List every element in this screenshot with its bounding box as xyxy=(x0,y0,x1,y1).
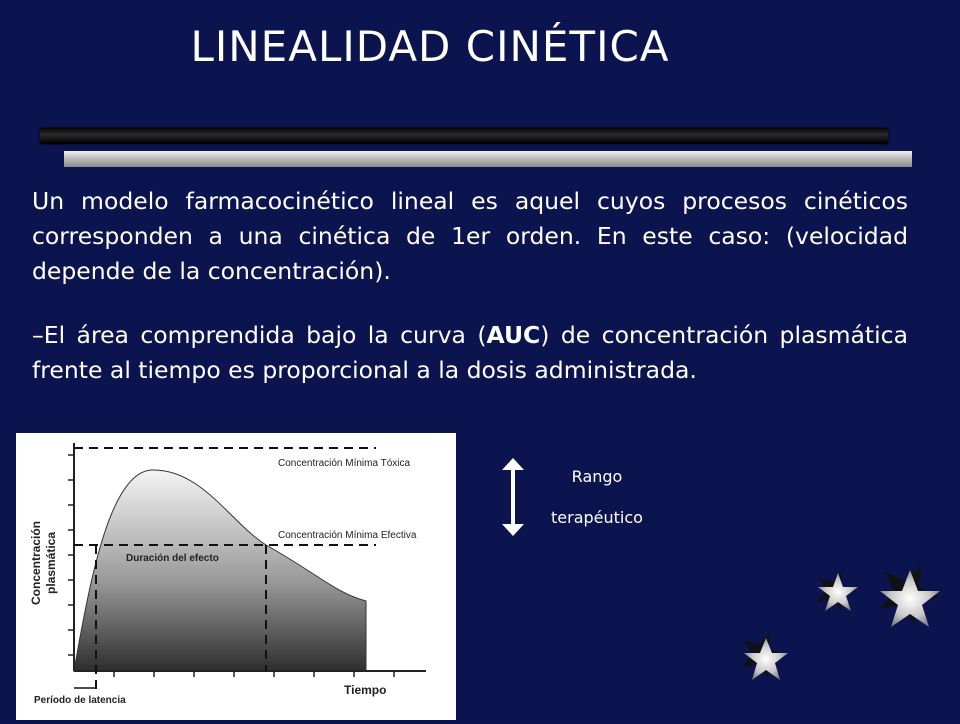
auc-area xyxy=(74,470,366,671)
x-axis-label: Tiempo xyxy=(344,683,387,697)
y-axis-label-line2: plasmática xyxy=(44,531,58,595)
concentration-time-figure xyxy=(16,433,456,720)
star-icon xyxy=(869,553,947,630)
range-label-line2: terapéutico xyxy=(551,508,643,527)
paragraph-auc-suffix: ) de concentración plasmática frente al tiempo es proporcional a la dosis administrada. xyxy=(32,321,908,384)
slide-title: LINEALIDAD CINÉTICA xyxy=(190,22,670,71)
concentration-time-diagram xyxy=(16,433,456,720)
decorative-bar-dark xyxy=(40,128,888,144)
star-icon xyxy=(734,626,790,681)
latency-label: Período de latencia xyxy=(34,695,126,706)
double-arrow-icon xyxy=(500,458,526,536)
toxic-label: Concentración Mínima Tóxica xyxy=(278,458,411,469)
y-axis-label-line1: Concentración xyxy=(29,520,43,606)
decorative-bar-light xyxy=(64,151,912,167)
star-icon xyxy=(810,564,861,613)
paragraph-linear-model: Un modelo farmacocinético lineal es aquel cuyos procesos cinéticos corresponden a una cinética de 1er orden. En este caso: (velocidad depende de la concentración). xyxy=(32,187,908,285)
effective-label: Concentración Mínima Efectiva xyxy=(278,530,417,541)
paragraph-auc-prefix: –El área comprendida bajo la curva ( xyxy=(32,321,487,349)
effect-duration-label: Duración del efecto xyxy=(126,553,219,564)
auc-term: AUC xyxy=(486,321,541,349)
decorative-stars xyxy=(720,545,960,720)
range-label-line1: Rango xyxy=(571,467,623,486)
paragraph-auc xyxy=(32,318,908,388)
